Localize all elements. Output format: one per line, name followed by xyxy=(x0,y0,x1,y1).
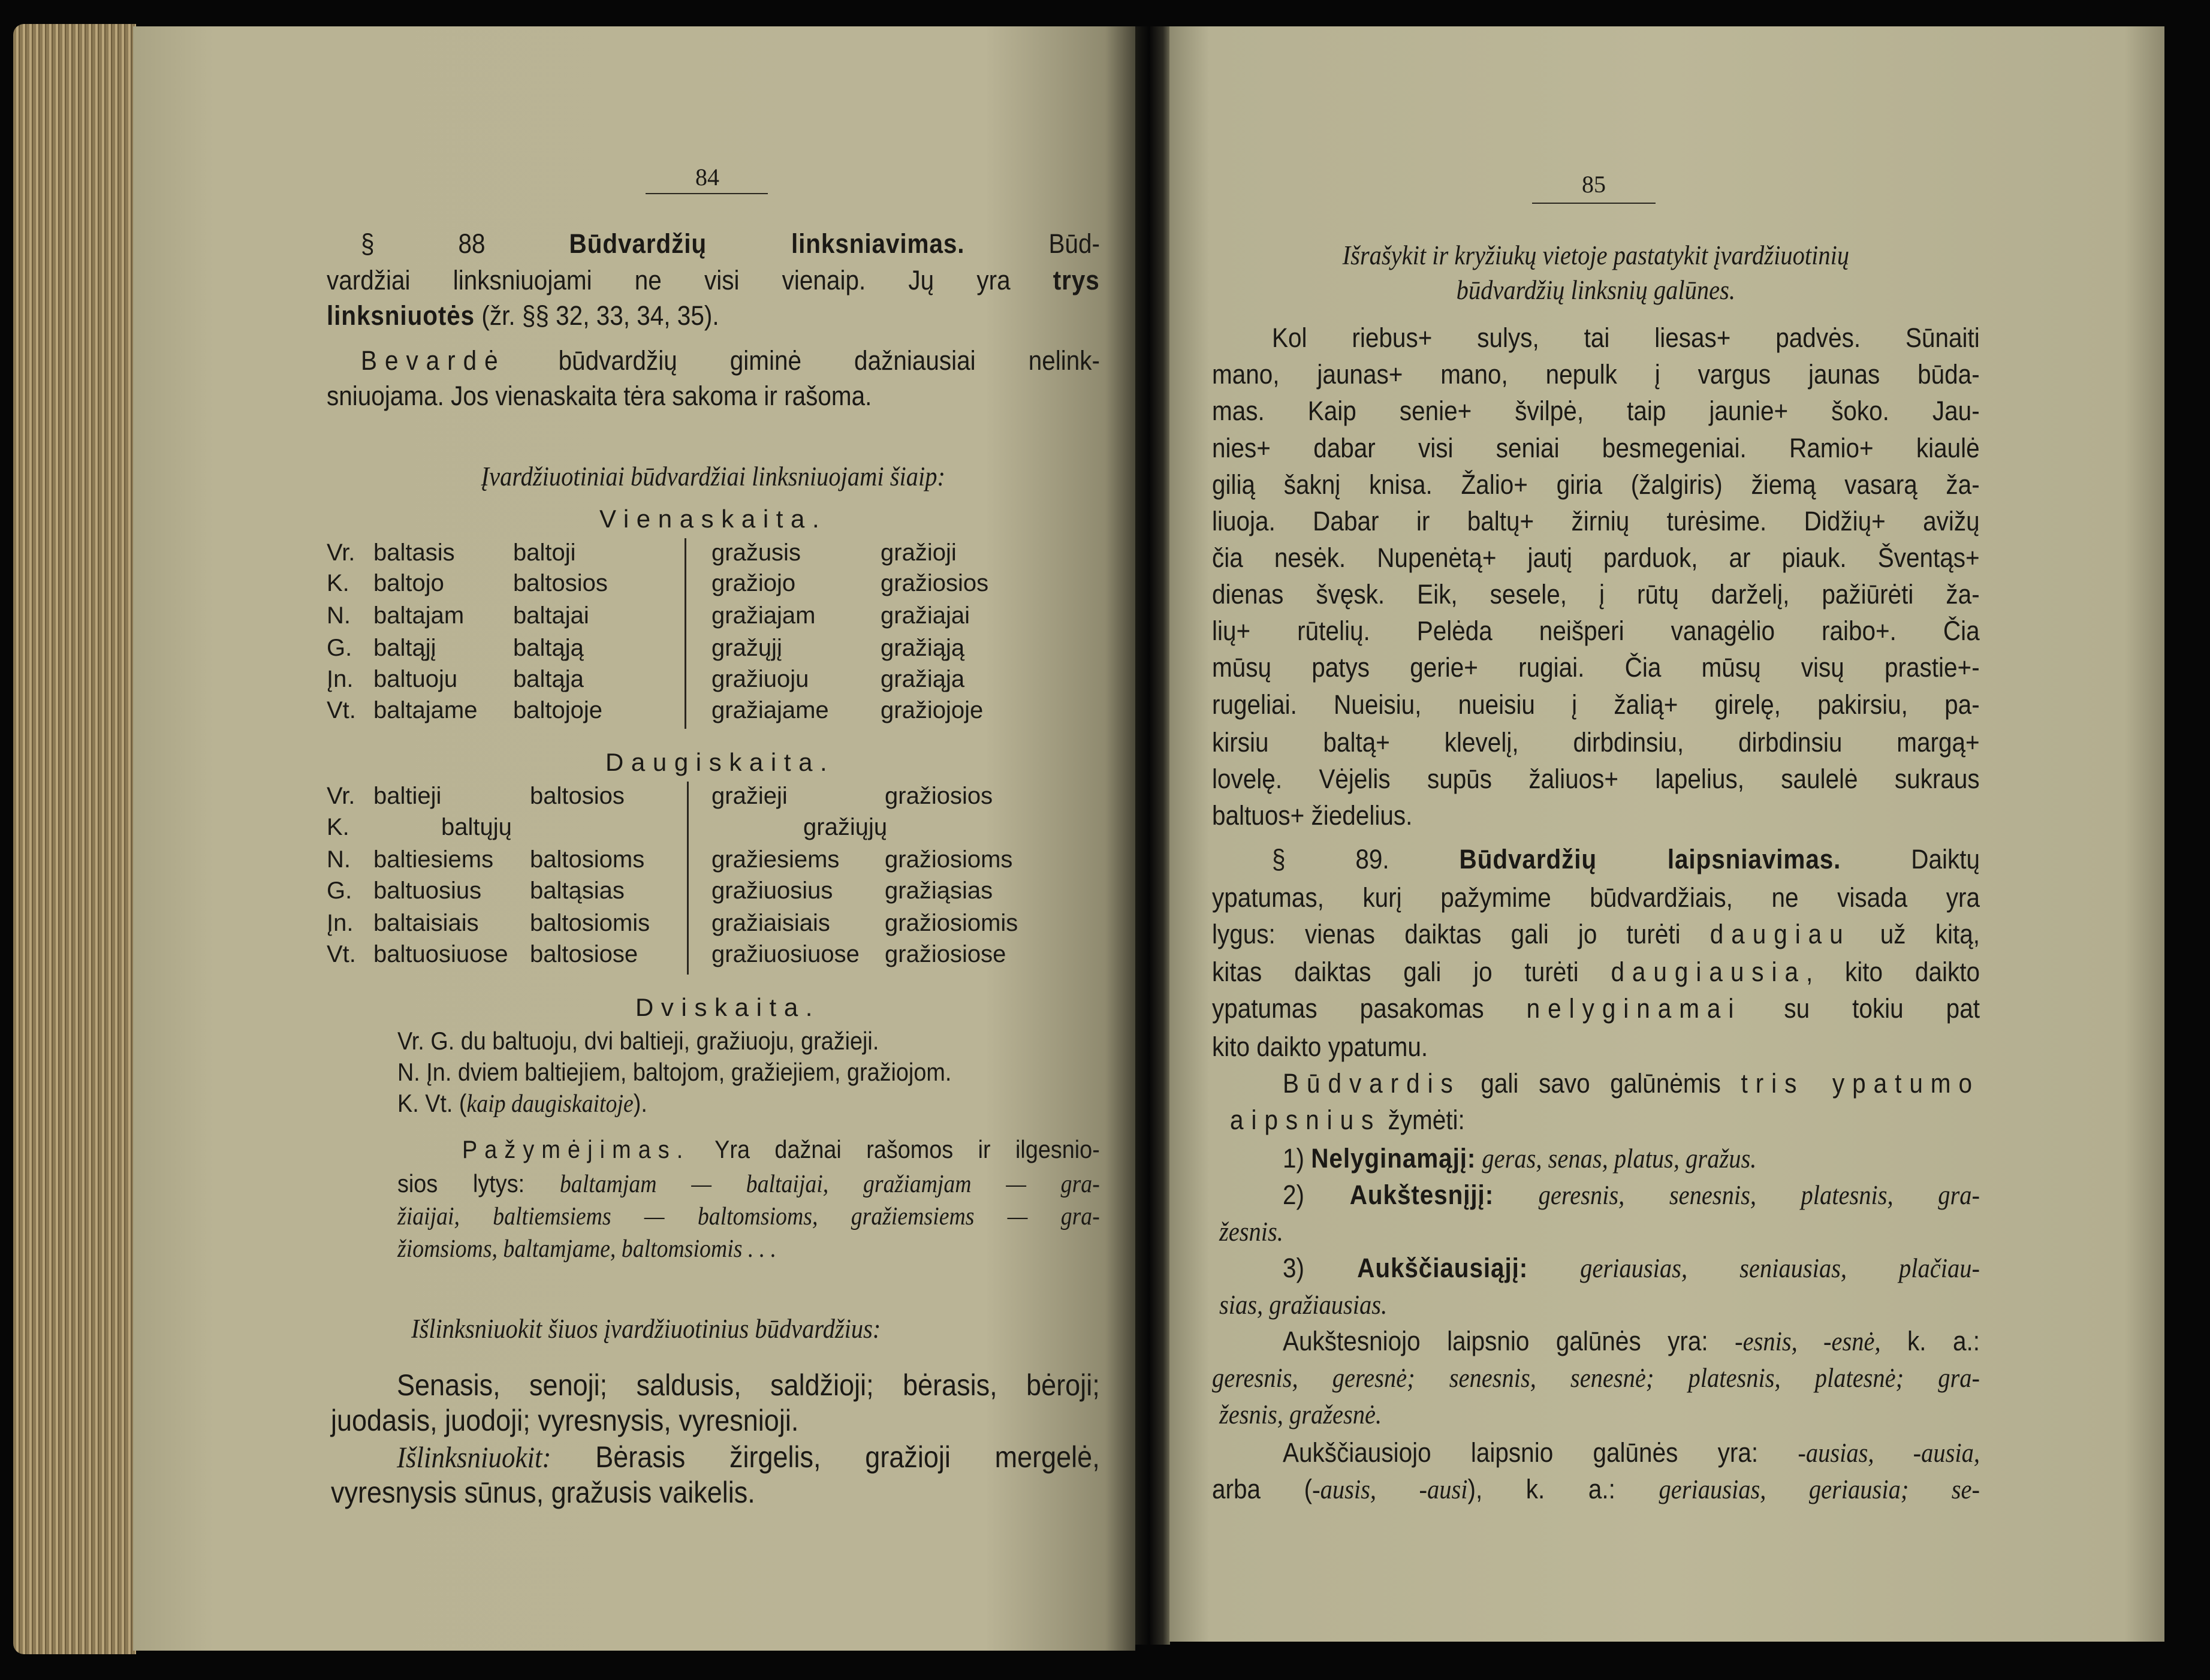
italic-text: geras, senas, platus, gražus. xyxy=(1476,1144,1757,1174)
text-run: ). xyxy=(633,1089,647,1117)
table-cell: gražiosios xyxy=(885,783,993,809)
italic-text: geriausias, geriausia; se- xyxy=(1659,1474,1980,1504)
italic-text: žesnis. xyxy=(1219,1217,1283,1247)
table-cell: baltąjį xyxy=(373,635,436,661)
table-cell: gražiuoju xyxy=(711,666,809,692)
table-cell: baltąsias xyxy=(530,877,625,904)
text-run: nies+ dabar visi seniai besmegeniai. Ramio+ kiaulė xyxy=(1212,433,1980,463)
text-run: Bėrasis žirgelis, gražioji mergelė, xyxy=(551,1440,1100,1474)
exercise-line xyxy=(331,1474,1100,1510)
degree-item xyxy=(1283,1250,1980,1286)
page-number-rule xyxy=(1532,203,1656,204)
italic-text: kaip daugiskaitoje xyxy=(466,1090,634,1118)
text-run: ), k. a.: xyxy=(1467,1474,1659,1504)
exercise-line xyxy=(1212,687,1980,723)
text-run: N. Įn. dviem baltiejiem, baltojom, gražiejiem, gražiojom. xyxy=(397,1058,952,1086)
degree-item xyxy=(1283,1177,1980,1213)
neuter-paragraph-line xyxy=(361,343,1100,379)
degrees-line xyxy=(1283,1066,1980,1102)
bold-term: Būdvardžių linksniavimas. xyxy=(569,228,965,259)
book-page-edges xyxy=(13,24,136,1654)
exercise-line xyxy=(1212,430,1980,466)
bold-term: Aukštesnįjį: xyxy=(1349,1180,1494,1210)
page-number-left: 84 xyxy=(695,164,719,191)
text-run: lių+ rūtelių. Pelėda neišperi vanagėlio raibo+. Čia xyxy=(1212,616,1980,646)
table-cell: gražioji xyxy=(881,539,957,566)
section-89-line xyxy=(1212,954,1980,990)
section-89-line xyxy=(1212,991,1980,1027)
exercise-line xyxy=(397,1439,1100,1475)
text-run: vardžiai linksniuojami ne visi vienaip. Jų yra xyxy=(327,265,1053,295)
text-run: sios lytys: xyxy=(397,1169,560,1198)
italic-text: Išlinksniuokit: xyxy=(397,1440,551,1474)
text-run: § 89. xyxy=(1272,844,1460,874)
spaced-emphasis: nelyginamai xyxy=(1526,993,1742,1024)
bold-term: linksniuotės xyxy=(327,300,475,331)
italic-text: geriausias, seniausias, plačiau- xyxy=(1528,1253,1980,1283)
exercise-line xyxy=(1212,357,1980,393)
text-run: gilią šaknį knisa. Žalio+ giria (žalgiris) žiemą vasarą ža- xyxy=(1212,469,1980,500)
dual-line xyxy=(397,1054,1100,1090)
table-cell: gražiajame xyxy=(711,697,829,723)
endings-line xyxy=(1212,1471,1980,1507)
bold-term: Būdvardžių laipsniavimas. xyxy=(1459,844,1841,874)
table-cell: baltosios xyxy=(530,783,625,809)
text-run: k. a.: xyxy=(1880,1326,1980,1356)
italic-text: Išlinksniuokit šiuos įvardžiuotinius būdvardžius: xyxy=(411,1314,881,1344)
case-label: N. xyxy=(327,602,351,629)
table-cell: baltąja xyxy=(513,666,584,692)
table-cell: baltajai xyxy=(513,602,589,629)
note-line xyxy=(397,1198,1100,1234)
table-cell: gražieji xyxy=(711,783,788,809)
table-cell: baltųjų xyxy=(441,814,512,840)
bold-term: trys xyxy=(1053,265,1100,295)
exercise-line xyxy=(1272,320,1980,356)
text-run: dienas švęsk. Eik, sesele, į rūtų darželį, pažiūrėti ža- xyxy=(1212,579,1980,610)
dual-title: Dviskaita. xyxy=(635,993,821,1021)
plural-title: Daugiskaita. xyxy=(605,748,835,776)
text-run: Aukščiausiojo laipsnio galūnės yra: xyxy=(1283,1437,1798,1468)
italic-text: žiomsioms, baltamjame, baltomsiomis . . . xyxy=(397,1235,777,1263)
table-cell: baltąją xyxy=(513,635,584,661)
singular-title: Vienaskaita. xyxy=(599,505,827,533)
spaced-emphasis: daugiausia xyxy=(1611,957,1806,987)
exercise-line xyxy=(1212,613,1980,649)
table-cell: gražiojo xyxy=(711,570,796,596)
exercise-line xyxy=(1212,725,1980,761)
section-89-line xyxy=(1272,841,1980,877)
text-run: čia nesėk. Nupenėtą+ jautį parduok, ar piauk. Šventąs+ xyxy=(1212,542,1980,573)
spaced-emphasis: daugiau xyxy=(1709,919,1851,949)
section-89-line xyxy=(1212,916,1980,952)
italic-text: baltamjam — baltaijai, gražiamjam — gra- xyxy=(559,1171,1100,1198)
text-run: arba ( xyxy=(1212,1474,1313,1504)
table-cell: gražiosios xyxy=(881,570,989,596)
degree-item xyxy=(1219,1214,1980,1250)
book-gutter xyxy=(1135,26,1170,1645)
spaced-emphasis: Pažymėjimas. xyxy=(462,1135,691,1163)
case-label: G. xyxy=(327,877,352,904)
table-cell: gražiąsias xyxy=(885,877,993,904)
table-cell: baltajam xyxy=(373,602,465,629)
italic-text: -ausias, -ausia, xyxy=(1798,1438,1980,1468)
exercise-heading xyxy=(411,1311,1112,1347)
section-88-line xyxy=(327,298,1100,334)
endings-line xyxy=(1212,1360,1980,1396)
text-run: 1) xyxy=(1283,1143,1311,1174)
table-cell: baltosiose xyxy=(530,941,638,967)
instruction-line xyxy=(1212,272,1980,308)
text-run: liuoja. Dabar ir baltų+ žirnių turėsime. Didžių+ avižų xyxy=(1212,506,1980,536)
text-run: kirsiu baltą+ klevelį, dirbdinsiu, dirbdinsiu margą+ xyxy=(1212,727,1980,758)
table-cell: baltojo xyxy=(373,570,444,596)
text-run: gali savo galūnėmis xyxy=(1460,1068,1741,1099)
table-heading xyxy=(327,459,1100,494)
table-cell: gražųjį xyxy=(711,635,782,661)
text-run: , kito daikto xyxy=(1805,957,1980,987)
table-cell: gražiaisiais xyxy=(711,910,830,936)
text-run: Vr. G. du baltuoju, dvi baltieji, gražiuoju, gražieji. xyxy=(397,1027,879,1055)
instruction-line xyxy=(1212,237,1980,273)
case-label: Vr. xyxy=(327,539,355,566)
page-number-right: 85 xyxy=(1582,171,1606,198)
table-cell: baltajame xyxy=(373,697,478,723)
table-cell: gražiojoje xyxy=(881,697,984,723)
table-cell: baltieji xyxy=(373,783,442,809)
italic-text: geresnis, senesnis, platesnis, gra- xyxy=(1494,1180,1980,1210)
case-label: Įn. xyxy=(327,910,354,936)
table-cell: baltasis xyxy=(373,539,455,566)
case-label: G. xyxy=(327,635,352,661)
text-run: sniuojama. Jos vienaskaita tėra sakoma ir rašoma. xyxy=(327,381,872,411)
table-cell: gražiuosiuose xyxy=(711,941,860,967)
text-run: žymėti: xyxy=(1381,1105,1465,1135)
table-divider xyxy=(685,538,686,729)
table-cell: baltuoju xyxy=(373,666,458,692)
italic-text: žiaijai, baltiemsiems — baltomsioms, gražiemsiems — gra- xyxy=(397,1203,1100,1230)
text-run: Kol riebus+ sulys, tai liesas+ padvės. Sūnaiti xyxy=(1272,322,1980,353)
section-89-line xyxy=(1212,880,1980,916)
text-run: už kitą, xyxy=(1850,919,1980,949)
exercise-line xyxy=(1212,761,1980,797)
table-cell: baltiesiems xyxy=(373,846,494,873)
italic-text: Išrašykit ir kryžiukų vietoje pastatykit įvardžiuotinių xyxy=(1342,240,1850,270)
text-run: (žr. §§ 32, 33, 34, 35). xyxy=(475,300,719,331)
endings-line xyxy=(1283,1435,1980,1471)
text-run: juodasis, juodoji; vyresnysis, vyresnioji. xyxy=(331,1404,799,1437)
bold-term: Nelyginamąjį: xyxy=(1311,1143,1476,1174)
table-cell: gražiąja xyxy=(881,666,965,692)
section-89-line xyxy=(1212,1029,1980,1065)
italic-text: sias, gražiausias. xyxy=(1219,1290,1388,1320)
text-run: lovelę. Vėjelis supūs žaliuos+ lapelius, saulelė sukraus xyxy=(1212,764,1980,794)
table-cell: gražiesiems xyxy=(711,846,840,873)
table-cell: gražiąją xyxy=(881,635,965,661)
table-divider xyxy=(687,782,689,975)
text-run: § 88 xyxy=(361,228,569,259)
table-cell: baltosios xyxy=(513,570,608,596)
text-run: rugeliai. Nueisiu, nueisiu į žalią+ girelę, pakirsiu, pa- xyxy=(1212,689,1980,720)
italic-text: būdvardžių linksnių galūnes. xyxy=(1456,275,1736,305)
exercise-line xyxy=(1212,798,1980,834)
note-line xyxy=(397,1230,1100,1266)
exercise-line xyxy=(1212,650,1980,686)
case-label: Vt. xyxy=(327,697,356,723)
italic-text: -ausis, -ausi xyxy=(1312,1474,1468,1504)
spaced-emphasis: Bevardė xyxy=(361,345,506,376)
italic-text: Įvardžiuotiniai būdvardžiai linksniuojami šiaip: xyxy=(481,462,946,491)
text-run: K. Vt. ( xyxy=(397,1089,467,1117)
text-run: ypatumas pasakomas xyxy=(1212,993,1527,1024)
dual-line xyxy=(397,1023,1100,1059)
italic-text: -esnis, -esnė, xyxy=(1735,1326,1881,1356)
table-cell: baltosioms xyxy=(530,846,645,873)
table-cell: gražiuosius xyxy=(711,877,833,904)
spaced-emphasis: tris ypatumo xyxy=(1741,1068,1980,1099)
table-cell: baltojoje xyxy=(513,697,603,723)
exercise-line xyxy=(1212,467,1980,503)
italic-text: geresnis, geresnė; senesnis, senesnė; platesnis, platesnė; gra- xyxy=(1212,1363,1980,1393)
bold-term: Aukščiausiąjį: xyxy=(1357,1253,1528,1283)
text-run: būdvardžių giminė dažniausiai nelink- xyxy=(505,345,1100,376)
case-label: K. xyxy=(327,814,349,840)
case-label: K. xyxy=(327,570,349,596)
text-run: Yra dažnai rašomos ir ilgesnio- xyxy=(690,1135,1100,1163)
degrees-line xyxy=(1230,1102,1980,1138)
text-run: Senasis, senoji; saldusis, saldžioji; bėrasis, bėroji; xyxy=(397,1368,1100,1402)
endings-line xyxy=(1219,1397,1980,1432)
note-line xyxy=(462,1132,1100,1168)
table-cell: baltuosius xyxy=(373,877,482,904)
text-run: mūsų patys gerie+ rugiai. Čia mūsų visų prastie+- xyxy=(1212,652,1980,683)
text-run: ypatumas, kurį pažymime būdvardžiais, ne visada yra xyxy=(1212,882,1980,913)
case-label: Vr. xyxy=(327,783,355,809)
table-cell: baltoji xyxy=(513,539,576,566)
exercise-line xyxy=(331,1402,1100,1438)
section-88-line xyxy=(327,263,1100,298)
text-run: vyresnysis sūnus, gražusis vaikelis. xyxy=(331,1476,755,1509)
exercise-line xyxy=(1212,503,1980,539)
table-cell: gražiajai xyxy=(881,602,970,629)
text-run: 2) xyxy=(1283,1180,1350,1210)
italic-text: žesnis, gražesnė. xyxy=(1219,1400,1382,1429)
page-number-rule xyxy=(646,193,768,194)
table-cell: gražiųjų xyxy=(803,814,888,840)
text-run: kito daikto ypatumu. xyxy=(1212,1031,1428,1062)
case-label: N. xyxy=(327,846,351,873)
text-run: lygus: vienas daiktas gali jo turėti xyxy=(1212,919,1710,949)
neuter-paragraph-line xyxy=(327,378,1100,414)
table-cell: gražusis xyxy=(711,539,801,566)
text-run: 3) xyxy=(1283,1253,1358,1283)
text-run: mas. Kaip senie+ švilpė, taip jaunie+ šoko. Jau- xyxy=(1212,396,1980,426)
exercise-line xyxy=(1212,393,1980,429)
case-label: Įn. xyxy=(327,666,354,692)
text-run: baltuos+ žiedelius. xyxy=(1212,800,1413,831)
section-88-line xyxy=(361,226,1100,262)
spaced-emphasis: aipsnius xyxy=(1230,1105,1382,1135)
endings-line xyxy=(1283,1323,1980,1359)
table-cell: gražiosiomis xyxy=(885,910,1018,936)
case-label: Vt. xyxy=(327,941,356,967)
text-run: Būd- xyxy=(964,228,1101,259)
text-run: mano, jaunas+ mano, nepulk į vargus jaunas būda- xyxy=(1212,359,1980,390)
table-cell: baltosiomis xyxy=(530,910,650,936)
text-run: Aukštesniojo laipsnio galūnės yra: xyxy=(1283,1326,1735,1356)
degree-item xyxy=(1219,1287,1980,1323)
exercise-line xyxy=(1212,540,1980,576)
dual-line xyxy=(397,1085,1100,1121)
note-line xyxy=(397,1166,1100,1202)
exercise-line xyxy=(1212,577,1980,613)
exercise-line xyxy=(397,1367,1100,1403)
table-cell: baltuosiuose xyxy=(373,941,508,967)
text-run: kitas daiktas gali jo turėti xyxy=(1212,957,1611,987)
table-cell: gražiajam xyxy=(711,602,816,629)
table-cell: gražiosiose xyxy=(885,941,1006,967)
text-run: su tokiu pat xyxy=(1741,993,1980,1024)
table-cell: gražiosioms xyxy=(885,846,1013,873)
text-run: Daiktų xyxy=(1841,844,1980,874)
degree-item xyxy=(1283,1141,1980,1177)
spaced-emphasis: Būdvardis xyxy=(1283,1068,1461,1099)
table-cell: baltaisiais xyxy=(373,910,479,936)
